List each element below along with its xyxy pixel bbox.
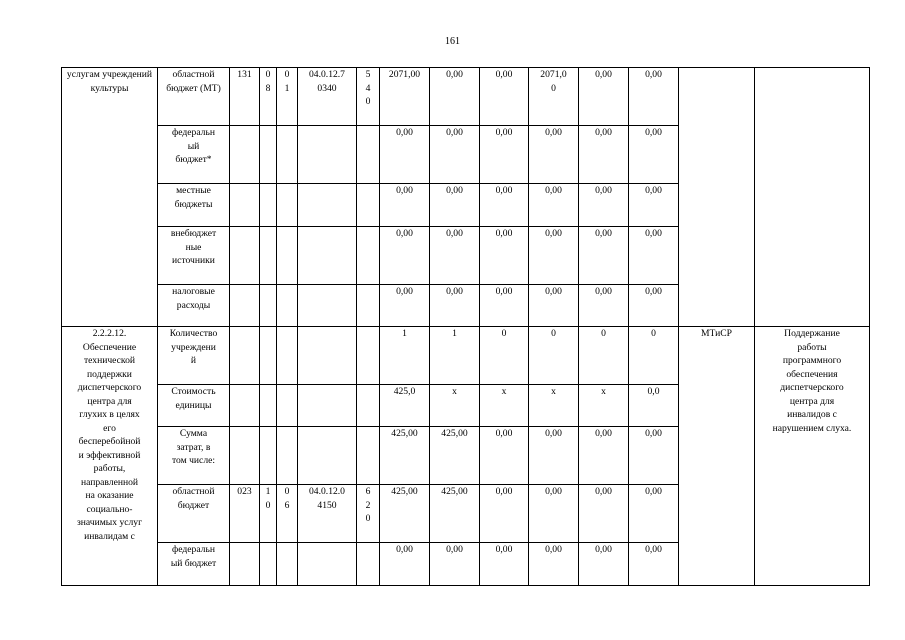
source-label-cell: областной бюджет xyxy=(158,485,230,543)
executor-cell: МТиСР xyxy=(679,327,755,586)
value-cell: 0,00 xyxy=(629,485,679,543)
value-cell: 0,00 xyxy=(529,184,579,227)
code-cell xyxy=(260,327,277,385)
value-cell: 0,00 xyxy=(579,68,629,126)
value-cell: 0,00 xyxy=(480,485,529,543)
value-cell: 0,00 xyxy=(480,126,529,184)
event-name-cell: услугам учреждений культуры xyxy=(62,68,158,327)
source-label-cell: областной бюджет (МТ) xyxy=(158,68,230,126)
value-cell: 0,00 xyxy=(380,184,430,227)
code-cell: 0 1 xyxy=(277,68,298,126)
value-cell: 0,00 xyxy=(629,126,679,184)
code-cell xyxy=(277,285,298,327)
page-number: 161 xyxy=(445,36,460,47)
value-cell: 0,00 xyxy=(629,227,679,285)
value-cell: 0,00 xyxy=(430,543,480,586)
event-name-cell: 2.2.2.12. Обеспечение технической поддержки диспетчерского центра для глухих в целях его бесперебойной и эффективной работы, направленной на оказание социально- значимых услуг инвалидам с xyxy=(62,327,158,586)
value-cell: 0,00 xyxy=(579,227,629,285)
code-cell xyxy=(277,327,298,385)
value-cell: 0 xyxy=(529,327,579,385)
value-cell: 0,00 xyxy=(579,126,629,184)
code-cell xyxy=(230,427,260,485)
value-cell: 425,00 xyxy=(430,485,480,543)
source-label-cell: федеральн ый бюджет xyxy=(158,543,230,586)
code-cell xyxy=(357,427,380,485)
code-cell xyxy=(357,385,380,427)
value-cell: 0,00 xyxy=(430,68,480,126)
value-cell: x xyxy=(579,385,629,427)
value-cell: 0,0 xyxy=(629,385,679,427)
code-cell: 5 4 0 xyxy=(357,68,380,126)
code-cell xyxy=(277,385,298,427)
code-cell xyxy=(298,227,357,285)
value-cell: x xyxy=(529,385,579,427)
value-cell: 0,00 xyxy=(629,543,679,586)
code-cell xyxy=(230,126,260,184)
source-label-cell: федеральн ый бюджет* xyxy=(158,126,230,184)
code-cell xyxy=(298,126,357,184)
code-cell: 0 8 xyxy=(260,68,277,126)
code-cell xyxy=(260,543,277,586)
value-cell: 0,00 xyxy=(629,285,679,327)
value-cell: 0,00 xyxy=(480,285,529,327)
value-cell: 2071,0 0 xyxy=(529,68,579,126)
code-cell xyxy=(260,285,277,327)
code-cell xyxy=(277,543,298,586)
code-cell: 04.0.12.7 0340 xyxy=(298,68,357,126)
code-cell xyxy=(230,227,260,285)
code-cell xyxy=(298,385,357,427)
value-cell: 0 xyxy=(579,327,629,385)
value-cell: 0,00 xyxy=(629,184,679,227)
value-cell: 0,00 xyxy=(529,227,579,285)
code-cell xyxy=(260,385,277,427)
source-label-cell: внебюджет ные источники xyxy=(158,227,230,285)
value-cell: 0,00 xyxy=(629,68,679,126)
value-cell: 0,00 xyxy=(579,427,629,485)
code-cell: 0 6 xyxy=(277,485,298,543)
code-cell: 023 xyxy=(230,485,260,543)
value-cell: 0,00 xyxy=(529,485,579,543)
code-cell: 1 0 xyxy=(260,485,277,543)
value-cell: 1 xyxy=(380,327,430,385)
code-cell xyxy=(298,427,357,485)
value-cell: 0,00 xyxy=(529,126,579,184)
value-cell: x xyxy=(430,385,480,427)
value-cell: 0,00 xyxy=(430,285,480,327)
value-cell: 0,00 xyxy=(629,427,679,485)
code-cell xyxy=(277,126,298,184)
code-cell xyxy=(357,126,380,184)
value-cell: 0,00 xyxy=(529,285,579,327)
code-cell xyxy=(357,285,380,327)
value-cell: 425,00 xyxy=(380,485,430,543)
result-cell: Поддержание работы программного обеспечения диспетчерского центра для инвалидов с нарушением слуха. xyxy=(755,327,870,586)
code-cell xyxy=(357,543,380,586)
value-cell: 0,00 xyxy=(579,184,629,227)
table-row xyxy=(62,327,870,385)
code-cell xyxy=(260,427,277,485)
code-cell xyxy=(298,543,357,586)
value-cell: 425,00 xyxy=(430,427,480,485)
table-row xyxy=(62,68,870,126)
code-cell xyxy=(230,285,260,327)
executor-cell xyxy=(679,68,755,327)
value-cell: 0,00 xyxy=(430,227,480,285)
value-cell: 0,00 xyxy=(380,126,430,184)
value-cell: 0,00 xyxy=(579,543,629,586)
value-cell: 0,00 xyxy=(430,126,480,184)
value-cell: 0,00 xyxy=(579,485,629,543)
value-cell: x xyxy=(480,385,529,427)
code-cell xyxy=(298,285,357,327)
code-cell xyxy=(357,327,380,385)
value-cell: 0,00 xyxy=(430,184,480,227)
code-cell xyxy=(298,184,357,227)
code-cell: 131 xyxy=(230,68,260,126)
value-cell: 0,00 xyxy=(579,285,629,327)
code-cell xyxy=(298,327,357,385)
source-label-cell: местные бюджеты xyxy=(158,184,230,227)
value-cell: 0,00 xyxy=(480,68,529,126)
code-cell xyxy=(230,184,260,227)
value-cell: 0,00 xyxy=(380,285,430,327)
value-cell: 0,00 xyxy=(480,427,529,485)
value-cell: 0,00 xyxy=(480,543,529,586)
value-cell: 0,00 xyxy=(480,184,529,227)
code-cell xyxy=(230,385,260,427)
value-cell: 425,00 xyxy=(380,427,430,485)
code-cell xyxy=(357,184,380,227)
value-cell: 0 xyxy=(629,327,679,385)
code-cell xyxy=(260,126,277,184)
value-cell: 0,00 xyxy=(529,427,579,485)
value-cell: 1 xyxy=(430,327,480,385)
code-cell xyxy=(230,327,260,385)
value-cell: 0 xyxy=(480,327,529,385)
result-cell xyxy=(755,68,870,327)
value-cell: 0,00 xyxy=(380,227,430,285)
value-cell: 2071,00 xyxy=(380,68,430,126)
code-cell xyxy=(230,543,260,586)
code-cell: 6 2 0 xyxy=(357,485,380,543)
source-label-cell: Количество учреждени й xyxy=(158,327,230,385)
code-cell: 04.0.12.0 4150 xyxy=(298,485,357,543)
source-label-cell: Сумма затрат, в том числе: xyxy=(158,427,230,485)
value-cell: 0,00 xyxy=(529,543,579,586)
value-cell: 0,00 xyxy=(480,227,529,285)
code-cell xyxy=(260,184,277,227)
code-cell xyxy=(260,227,277,285)
source-label-cell: налоговые расходы xyxy=(158,285,230,327)
budget-table xyxy=(61,67,870,586)
value-cell: 425,0 xyxy=(380,385,430,427)
code-cell xyxy=(357,227,380,285)
code-cell xyxy=(277,184,298,227)
source-label-cell: Стоимость единицы xyxy=(158,385,230,427)
code-cell xyxy=(277,227,298,285)
code-cell xyxy=(277,427,298,485)
value-cell: 0,00 xyxy=(380,543,430,586)
